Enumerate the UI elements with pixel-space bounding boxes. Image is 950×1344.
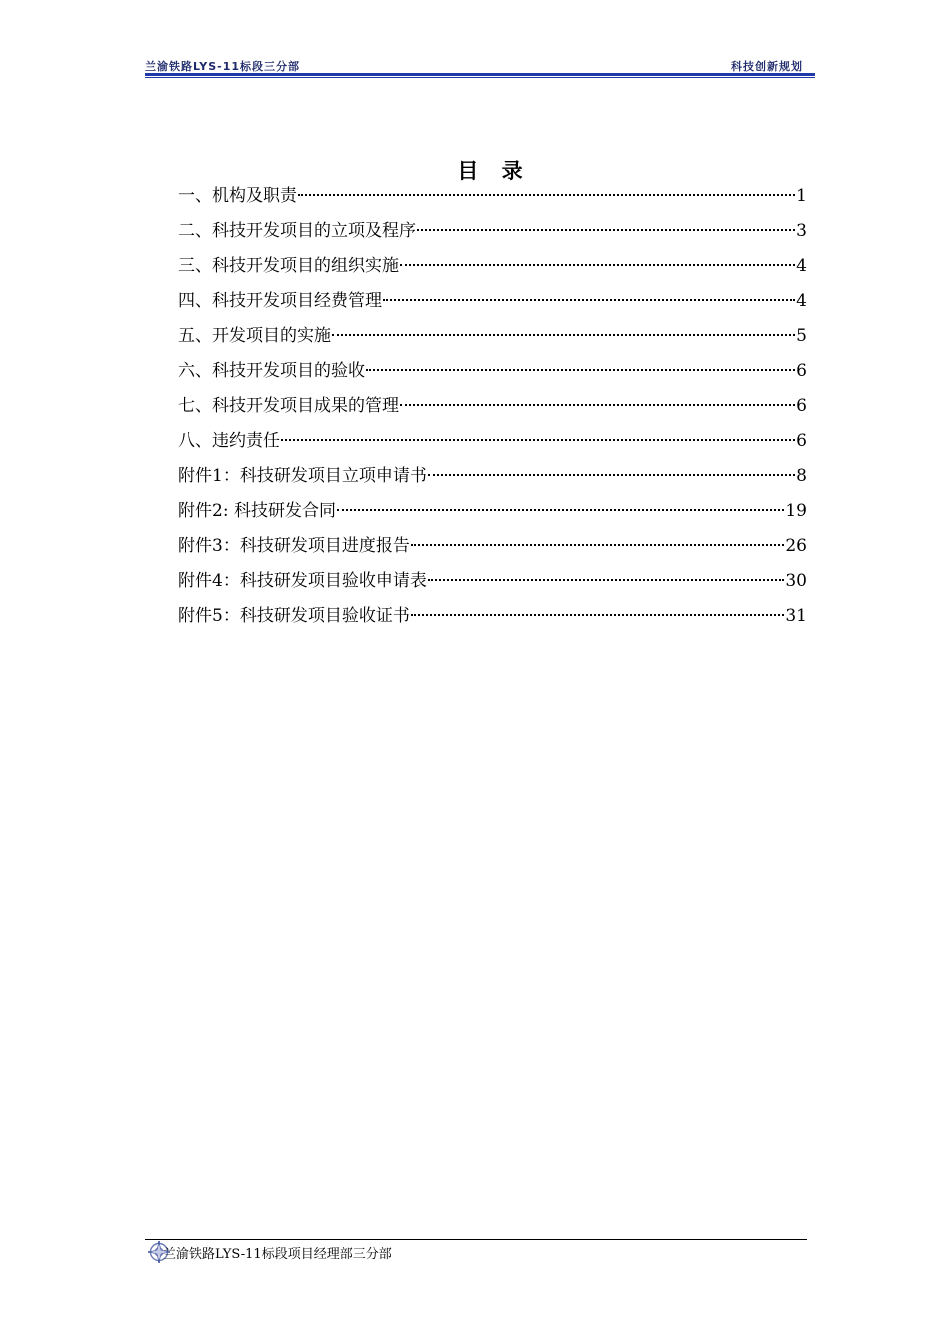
footer-organization: 兰渝铁路LYS-11标段项目经理部三分部 <box>163 1247 392 1262</box>
toc-leader-dots <box>411 614 785 616</box>
toc-entry-label: 附件4：科技研发项目验收申请表 <box>178 571 427 591</box>
toc-leader-dots <box>332 334 795 336</box>
toc-entry-page: 6 <box>796 396 807 416</box>
toc-entry[interactable] <box>178 251 807 286</box>
toc-leader-dots <box>411 544 785 546</box>
toc-entry[interactable] <box>178 531 807 566</box>
toc-entry-label: 附件5：科技研发项目验收证书 <box>178 606 410 626</box>
toc-leader-dots <box>400 264 795 266</box>
toc-entry-label: 四、科技开发项目经费管理 <box>178 291 382 311</box>
toc-entry-label: 三、科技开发项目的组织实施 <box>178 256 399 276</box>
toc-entry-page: 19 <box>785 501 807 521</box>
toc-entry[interactable] <box>178 321 807 356</box>
toc-entry[interactable] <box>178 181 807 216</box>
toc-leader-dots <box>298 194 795 196</box>
toc-entry[interactable] <box>178 286 807 321</box>
toc-entry-page: 30 <box>785 571 807 591</box>
toc-leader-dots <box>383 299 795 301</box>
toc-entry-page: 6 <box>796 361 807 381</box>
toc-entry-page: 3 <box>796 221 807 241</box>
toc-entry-label: 附件2: 科技研发合同 <box>178 501 336 521</box>
toc-entry[interactable] <box>178 566 807 601</box>
toc-entry-page: 26 <box>785 536 807 556</box>
toc-entry[interactable] <box>178 356 807 391</box>
footer-divider <box>145 1239 807 1240</box>
toc-leader-dots <box>366 369 795 371</box>
toc-entry-page: 4 <box>796 256 807 276</box>
toc-entry-page: 4 <box>796 291 807 311</box>
toc-entry[interactable] <box>178 391 807 426</box>
toc-entry-page: 6 <box>796 431 807 451</box>
toc-entry-label: 七、科技开发项目成果的管理 <box>178 396 399 416</box>
toc-leader-dots <box>417 229 795 231</box>
toc-leader-dots <box>400 404 795 406</box>
table-of-contents <box>178 181 807 636</box>
toc-entry-page: 8 <box>796 466 807 486</box>
toc-entry-page: 1 <box>796 186 807 206</box>
toc-entry-label: 一、机构及职责 <box>178 186 297 206</box>
toc-leader-dots <box>428 474 795 476</box>
toc-entry-label: 附件3：科技研发项目进度报告 <box>178 536 410 556</box>
toc-entry-label: 五、开发项目的实施 <box>178 326 331 346</box>
toc-entry-label: 附件1：科技研发项目立项申请书 <box>178 466 427 486</box>
toc-entry[interactable] <box>178 426 807 461</box>
header-divider-thin <box>145 77 815 78</box>
toc-entry-label: 二、科技开发项目的立项及程序 <box>178 221 416 241</box>
toc-title: 目 录 <box>457 159 531 183</box>
header-company-name: 兰渝铁路LYS-11标段三分部 <box>145 60 301 73</box>
toc-leader-dots <box>281 439 795 441</box>
toc-entry[interactable] <box>178 496 807 531</box>
toc-leader-dots <box>337 509 784 511</box>
toc-entry[interactable] <box>178 601 807 636</box>
toc-entry[interactable] <box>178 461 807 496</box>
toc-entry-page: 31 <box>785 606 807 626</box>
page-footer <box>145 1236 807 1266</box>
header-document-title: 科技创新规划 <box>731 60 803 73</box>
toc-entry-label: 八、违约责任 <box>178 431 280 451</box>
header-divider-thick <box>145 73 815 76</box>
toc-entry-label: 六、科技开发项目的验收 <box>178 361 365 381</box>
page-header <box>145 56 815 78</box>
toc-entry[interactable] <box>178 216 807 251</box>
toc-entry-page: 5 <box>796 326 807 346</box>
toc-leader-dots <box>428 579 785 581</box>
